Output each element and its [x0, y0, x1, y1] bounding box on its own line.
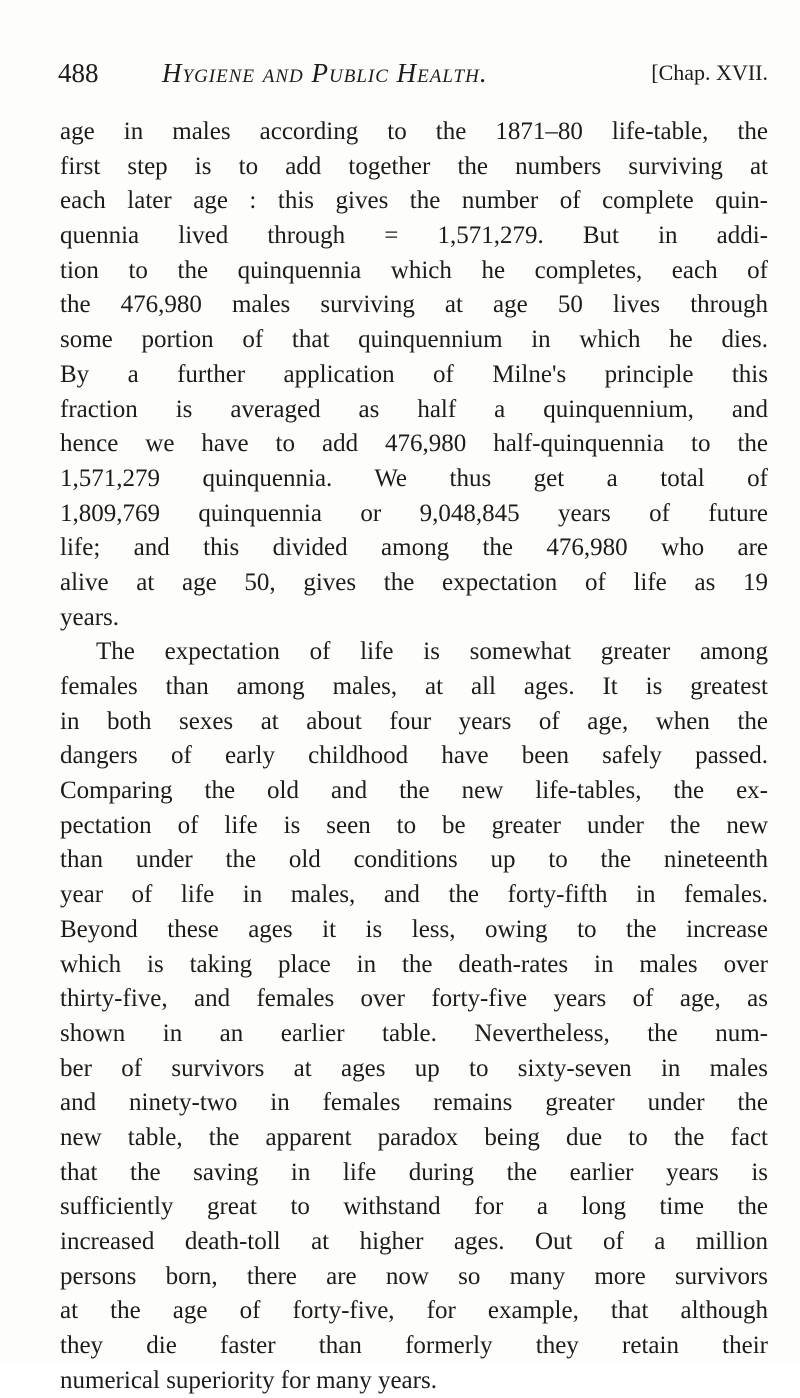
text-line: than under the old conditions up to the nineteenth — [60, 846, 768, 874]
text-line: alive at age 50, gives the expectation of life as 19 — [60, 568, 768, 596]
text-line: in both sexes at about four years of age, when the — [60, 707, 768, 735]
text-line: new table, the apparent paradox being due to the fact — [60, 1123, 768, 1151]
running-title: Hygiene and Public Health. — [162, 58, 488, 88]
chapter-reference: [Chap. XVII. — [651, 60, 768, 85]
text-line: Beyond these ages it is less, owing to the increase — [60, 915, 768, 943]
text-line: year of life in males, and the forty-fifth in females. — [60, 881, 768, 909]
text-line: sufficiently great to withstand for a long time the — [60, 1193, 768, 1221]
text-line: which is taking place in the death-rates in males over — [60, 950, 768, 978]
paragraph-2 — [60, 635, 768, 1398]
text-line: By a further application of Milne's principle this — [60, 360, 768, 388]
page-number: 488 — [58, 58, 99, 88]
text-line: persons born, there are now so many more survivors — [60, 1262, 768, 1290]
text-line: Comparing the old and the new life-tables, the ex- — [60, 777, 768, 805]
text-line: 1,809,769 quinquennia or 9,048,845 years of future — [60, 499, 768, 527]
text-line: age in males according to the 1871–80 life-table, the — [60, 118, 768, 145]
text-line: increased death-toll at higher ages. Out of a million — [60, 1228, 768, 1255]
text-line: quennia lived through = 1,571,279. But in addi- — [60, 222, 768, 250]
text-line: the 476,980 males surviving at age 50 lives through — [60, 291, 768, 319]
text-line: life; and this divided among the 476,980 who are — [60, 534, 768, 562]
text-line: that the saving in life during the earlier years is — [60, 1158, 768, 1186]
paragraph-1 — [60, 115, 768, 635]
text-line: they die faster than formerly they retain their — [60, 1332, 768, 1360]
text-line: ber of survivors at ages up to sixty-seven in males — [60, 1054, 768, 1082]
text-line: thirty-five, and females over forty-five years of age, as — [60, 985, 768, 1013]
text-line: pectation of life is seen to be greater under the new — [60, 811, 768, 839]
text-line: first step is to add together the numbers surviving at — [60, 152, 768, 180]
text-line: shown in an earlier table. Nevertheless, the num- — [60, 1019, 768, 1047]
text-line: and ninety-two in females remains greater under the — [60, 1089, 768, 1117]
text-line: numerical superiority for many years. — [60, 1366, 437, 1394]
text-line: years. — [60, 603, 119, 631]
text-line: dangers of early childhood have been safely passed. — [60, 742, 768, 770]
text-line: each later age : this gives the number of complete quin- — [60, 187, 768, 215]
text-line: tion to the quinquennia which he completes, each of — [60, 256, 768, 284]
text-line: some portion of that quinquennium in which he dies. — [60, 326, 768, 354]
text-line: at the age of forty-five, for example, that although — [60, 1297, 768, 1325]
text-line: females than among males, at all ages. It is greatest — [60, 673, 768, 700]
text-line: The expectation of life is somewhat greater among — [96, 638, 768, 666]
text-line: hence we have to add 476,980 half-quinquennia to the — [60, 430, 768, 458]
body-text — [60, 115, 768, 1398]
text-line: fraction is averaged as half a quinquennium, and — [60, 395, 768, 423]
text-line: 1,571,279 quinquennia. We thus get a total of — [60, 464, 768, 492]
running-head — [58, 58, 768, 98]
